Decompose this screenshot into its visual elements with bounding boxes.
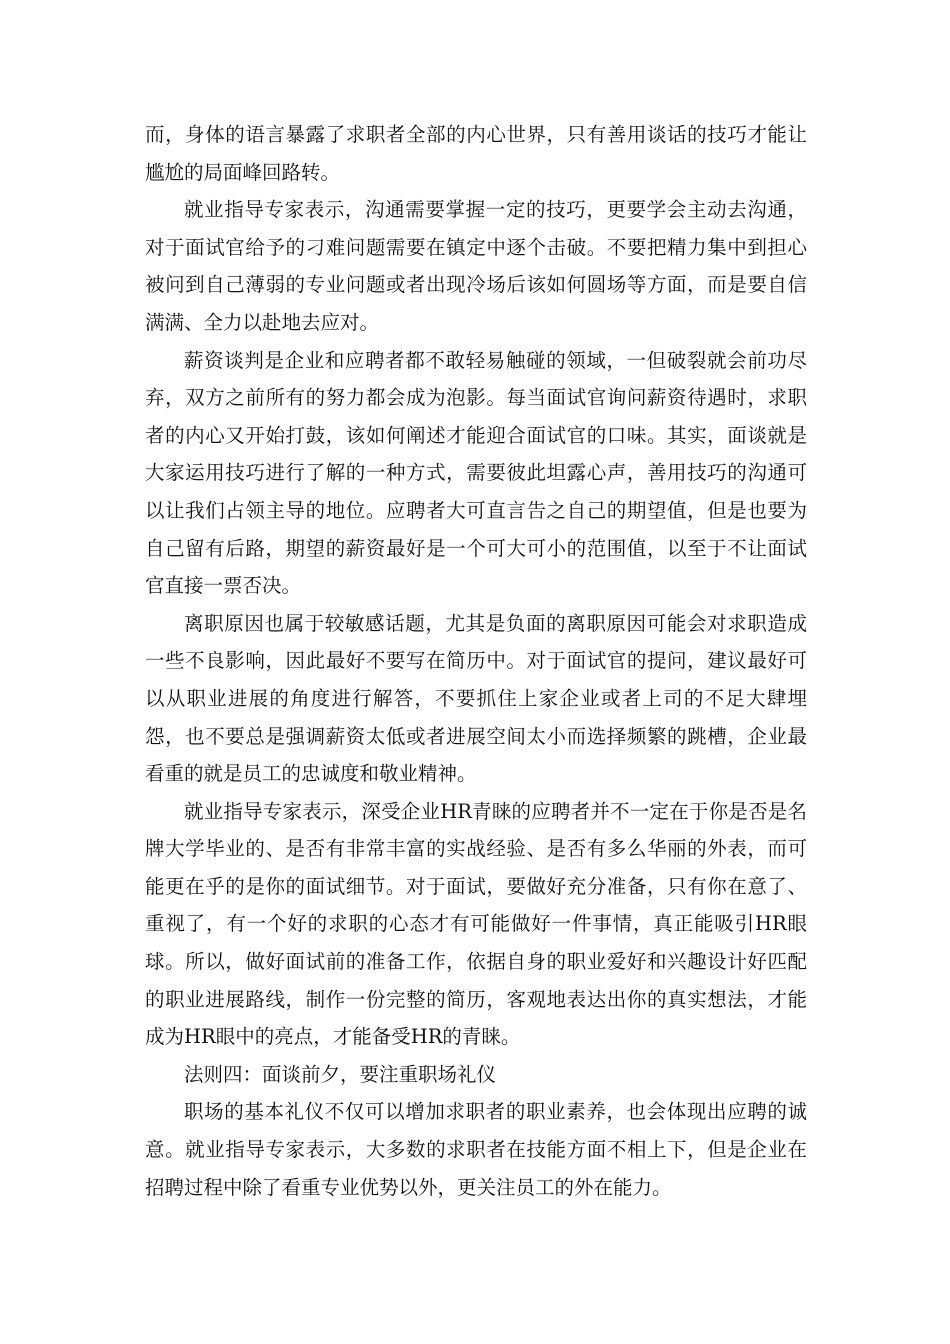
paragraph-interview-details: 就业指导专家表示，深受企业HR青睐的应聘者并不一定在于你是否是名牌大学毕业的、是否有非常丰富的实战经验、是否有多么华丽的外表，而可能更在乎的是你的面试细节。对于面试，要做好充分准备，只有你在意了、重视了，有一个好的求职的心态才有可能做好一件事情，真正能吸引HR眼球。所以，做好面试前的准备工作，依据自身的职业爱好和兴趣设计好匹配的职业进展路线，制作一份完整的简历，客观地表达出你的真实想法，才能成为HR眼中的亮点，才能备受HR的青睐。 [145,799,807,1049]
section-heading-rule-four: 法则四：面谈前夕，要注重职场礼仪 [184,1062,497,1086]
document-body [145,116,807,1206]
paragraph-workplace-etiquette: 职场的基本礼仪不仅可以增加求职者的职业素养，也会体现出应聘的诚意。就业指导专家表示，大多数的求职者在技能方面不相上下，但是企业在招聘过程中除了看重专业优势以外，更关注员工的外在能力。 [145,1100,807,1199]
paragraph-continued: 而，身体的语言暴露了求职者全部的内心世界，只有善用谈话的技巧才能让尴尬的局面峰回路转。 [145,123,807,184]
paragraph-resignation-reason: 离职原因也属于较敏感话题，尤其是负面的离职原因可能会对求职造成一些不良影响，因此最好不要写在简历中。对于面试官的提问，建议最好可以从职业进展的角度进行解答，不要抓住上家企业或者上司的不足大肆埋怨，也不要总是强调薪资太低或者进展空间太小而选择频繁的跳槽，企业最看重的就是员工的忠诚度和敬业精神。 [145,611,807,786]
paragraph-communication-skills: 就业指导专家表示，沟通需要掌握一定的技巧，更要学会主动去沟通，对于面试官给予的刁难问题需要在镇定中逐个击破。不要把精力集中到担心被问到自己薄弱的专业问题或者出现冷场后该如何圆场等方面，而是要自信满满、全力以赴地去应对。 [145,198,807,334]
paragraph-salary-negotiation: 薪资谈判是企业和应聘者都不敢轻易触碰的领域，一但破裂就会前功尽弃，双方之前所有的努力都会成为泡影。每当面试官询问薪资待遇时，求职者的内心又开始打鼓，该如何阐述才能迎合面试官的口味。其实，面谈就是大家运用技巧进行了解的一种方式，需要彼此坦露心声，善用技巧的沟通可以让我们占领主导的地位。应聘者大可直言告之自己的期望值，但是也要为自己留有后路，期望的薪资最好是一个可大可小的范围值，以至于不让面试官直接一票否决。 [145,348,807,598]
